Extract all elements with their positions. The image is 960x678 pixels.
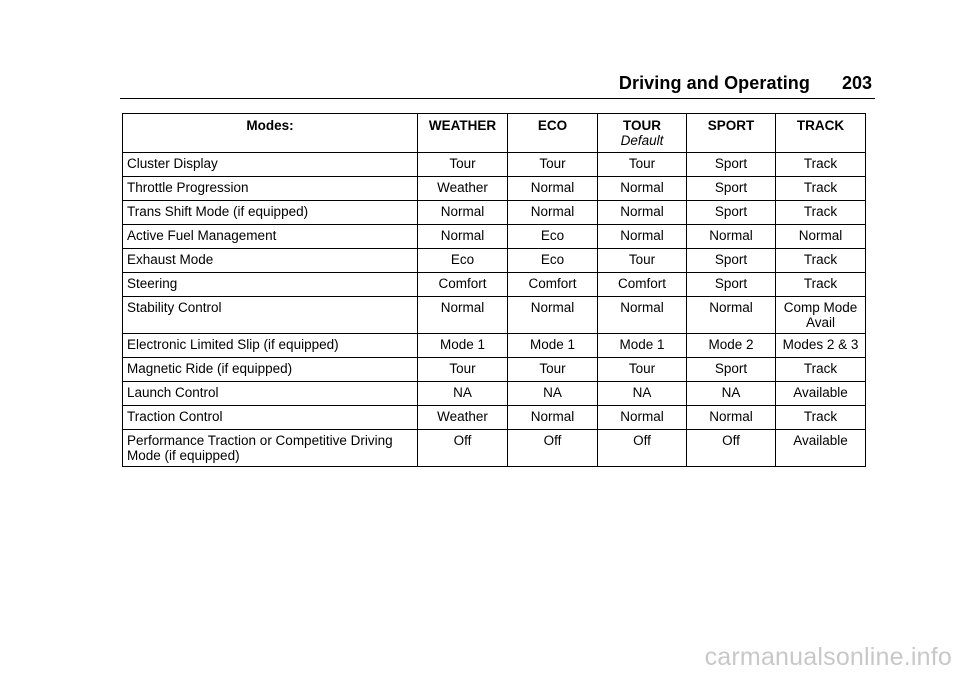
- table-cell: Track: [776, 177, 866, 201]
- row-label: Stability Control: [123, 297, 418, 334]
- table-cell: Comfort: [508, 273, 598, 297]
- table-row: [123, 273, 866, 297]
- row-label: Electronic Limited Slip (if equipped): [123, 334, 418, 358]
- table-cell: NA: [687, 382, 776, 406]
- table-cell: Normal: [418, 225, 508, 249]
- table-cell: Track: [776, 358, 866, 382]
- row-label: Active Fuel Management: [123, 225, 418, 249]
- watermark: carmanualsonline.info: [704, 643, 952, 671]
- section-title: Driving and Operating: [618, 73, 810, 93]
- table-row: [123, 406, 866, 430]
- table-cell: Normal: [508, 201, 598, 225]
- table-cell: Normal: [508, 406, 598, 430]
- drive-modes-table: [122, 113, 866, 467]
- table-cell: Track: [776, 201, 866, 225]
- table-cell: Normal: [418, 297, 508, 334]
- table-cell: NA: [598, 382, 687, 406]
- table-cell: Normal: [508, 297, 598, 334]
- table-cell: Off: [598, 430, 687, 467]
- table-cell: Mode 1: [598, 334, 687, 358]
- table-row: [123, 225, 866, 249]
- table-cell: Available: [776, 382, 866, 406]
- table-cell: Normal: [776, 225, 866, 249]
- column-header-label: SPORT: [707, 118, 755, 133]
- table-cell: Sport: [687, 273, 776, 297]
- page-number: 203: [841, 73, 872, 93]
- table-cell: Normal: [598, 297, 687, 334]
- column-header-label: TOUR: [622, 118, 661, 133]
- column-header-label: WEATHER: [428, 118, 497, 133]
- row-label: Trans Shift Mode (if equipped): [123, 201, 418, 225]
- table-row: [123, 177, 866, 201]
- row-label: Exhaust Mode: [123, 249, 418, 273]
- column-header: [508, 114, 598, 153]
- table-cell: Normal: [598, 406, 687, 430]
- table-cell: Eco: [418, 249, 508, 273]
- table-cell: Tour: [598, 249, 687, 273]
- row-label: Magnetic Ride (if equipped): [123, 358, 418, 382]
- table-cell: Mode 1: [418, 334, 508, 358]
- table-cell: NA: [418, 382, 508, 406]
- table-cell: Track: [776, 249, 866, 273]
- table-cell: Tour: [418, 153, 508, 177]
- table-cell: Comp Mode Avail: [776, 297, 866, 334]
- table-cell: Tour: [418, 358, 508, 382]
- table-cell: Normal: [598, 177, 687, 201]
- table-cell: Eco: [508, 225, 598, 249]
- table-row: [123, 201, 866, 225]
- table-cell: Sport: [687, 249, 776, 273]
- table-cell: Sport: [687, 153, 776, 177]
- table-row: [123, 430, 866, 467]
- table-cell: Tour: [598, 153, 687, 177]
- table-cell: Normal: [687, 406, 776, 430]
- row-label: Cluster Display: [123, 153, 418, 177]
- page-header: [120, 70, 875, 99]
- table-cell: Mode 2: [687, 334, 776, 358]
- table-cell: Track: [776, 406, 866, 430]
- table-cell: Sport: [687, 201, 776, 225]
- row-label: Throttle Progression: [123, 177, 418, 201]
- table-row: [123, 249, 866, 273]
- row-label: Performance Traction or Competitive Driving Mode (if equipped): [123, 430, 418, 467]
- row-label: Steering: [123, 273, 418, 297]
- row-label: Launch Control: [123, 382, 418, 406]
- table-cell: Normal: [598, 201, 687, 225]
- column-header: [598, 114, 687, 153]
- table-cell: Track: [776, 153, 866, 177]
- table-row: [123, 334, 866, 358]
- table-cell: Weather: [418, 177, 508, 201]
- table-cell: Available: [776, 430, 866, 467]
- table-cell: Modes 2 & 3: [776, 334, 866, 358]
- table-cell: Mode 1: [508, 334, 598, 358]
- table-cell: Tour: [508, 358, 598, 382]
- table-cell: Tour: [598, 358, 687, 382]
- column-header: [123, 114, 418, 153]
- table-header-row: [123, 114, 866, 153]
- table-cell: Normal: [687, 297, 776, 334]
- table-cell: Sport: [687, 358, 776, 382]
- column-header: [687, 114, 776, 153]
- table-cell: Normal: [687, 225, 776, 249]
- column-header-label: ECO: [537, 118, 568, 133]
- table-cell: Track: [776, 273, 866, 297]
- table-cell: Normal: [418, 201, 508, 225]
- table-body: [123, 153, 866, 467]
- table-cell: Off: [418, 430, 508, 467]
- table-row: [123, 297, 866, 334]
- table-cell: Tour: [508, 153, 598, 177]
- table-row: [123, 358, 866, 382]
- table-cell: Weather: [418, 406, 508, 430]
- table-cell: Normal: [598, 225, 687, 249]
- row-label: Traction Control: [123, 406, 418, 430]
- column-header: [418, 114, 508, 153]
- column-header-label: TRACK: [796, 118, 845, 133]
- table-cell: Off: [508, 430, 598, 467]
- table-cell: Comfort: [418, 273, 508, 297]
- table-cell: Sport: [687, 177, 776, 201]
- table-cell: NA: [508, 382, 598, 406]
- column-header-label: Modes:: [246, 118, 294, 133]
- column-header-subtitle: Default: [620, 133, 664, 148]
- table-cell: Eco: [508, 249, 598, 273]
- column-header: [776, 114, 866, 153]
- table-cell: Comfort: [598, 273, 687, 297]
- table-cell: Normal: [508, 177, 598, 201]
- table-row: [123, 153, 866, 177]
- table-row: [123, 382, 866, 406]
- table-cell: Off: [687, 430, 776, 467]
